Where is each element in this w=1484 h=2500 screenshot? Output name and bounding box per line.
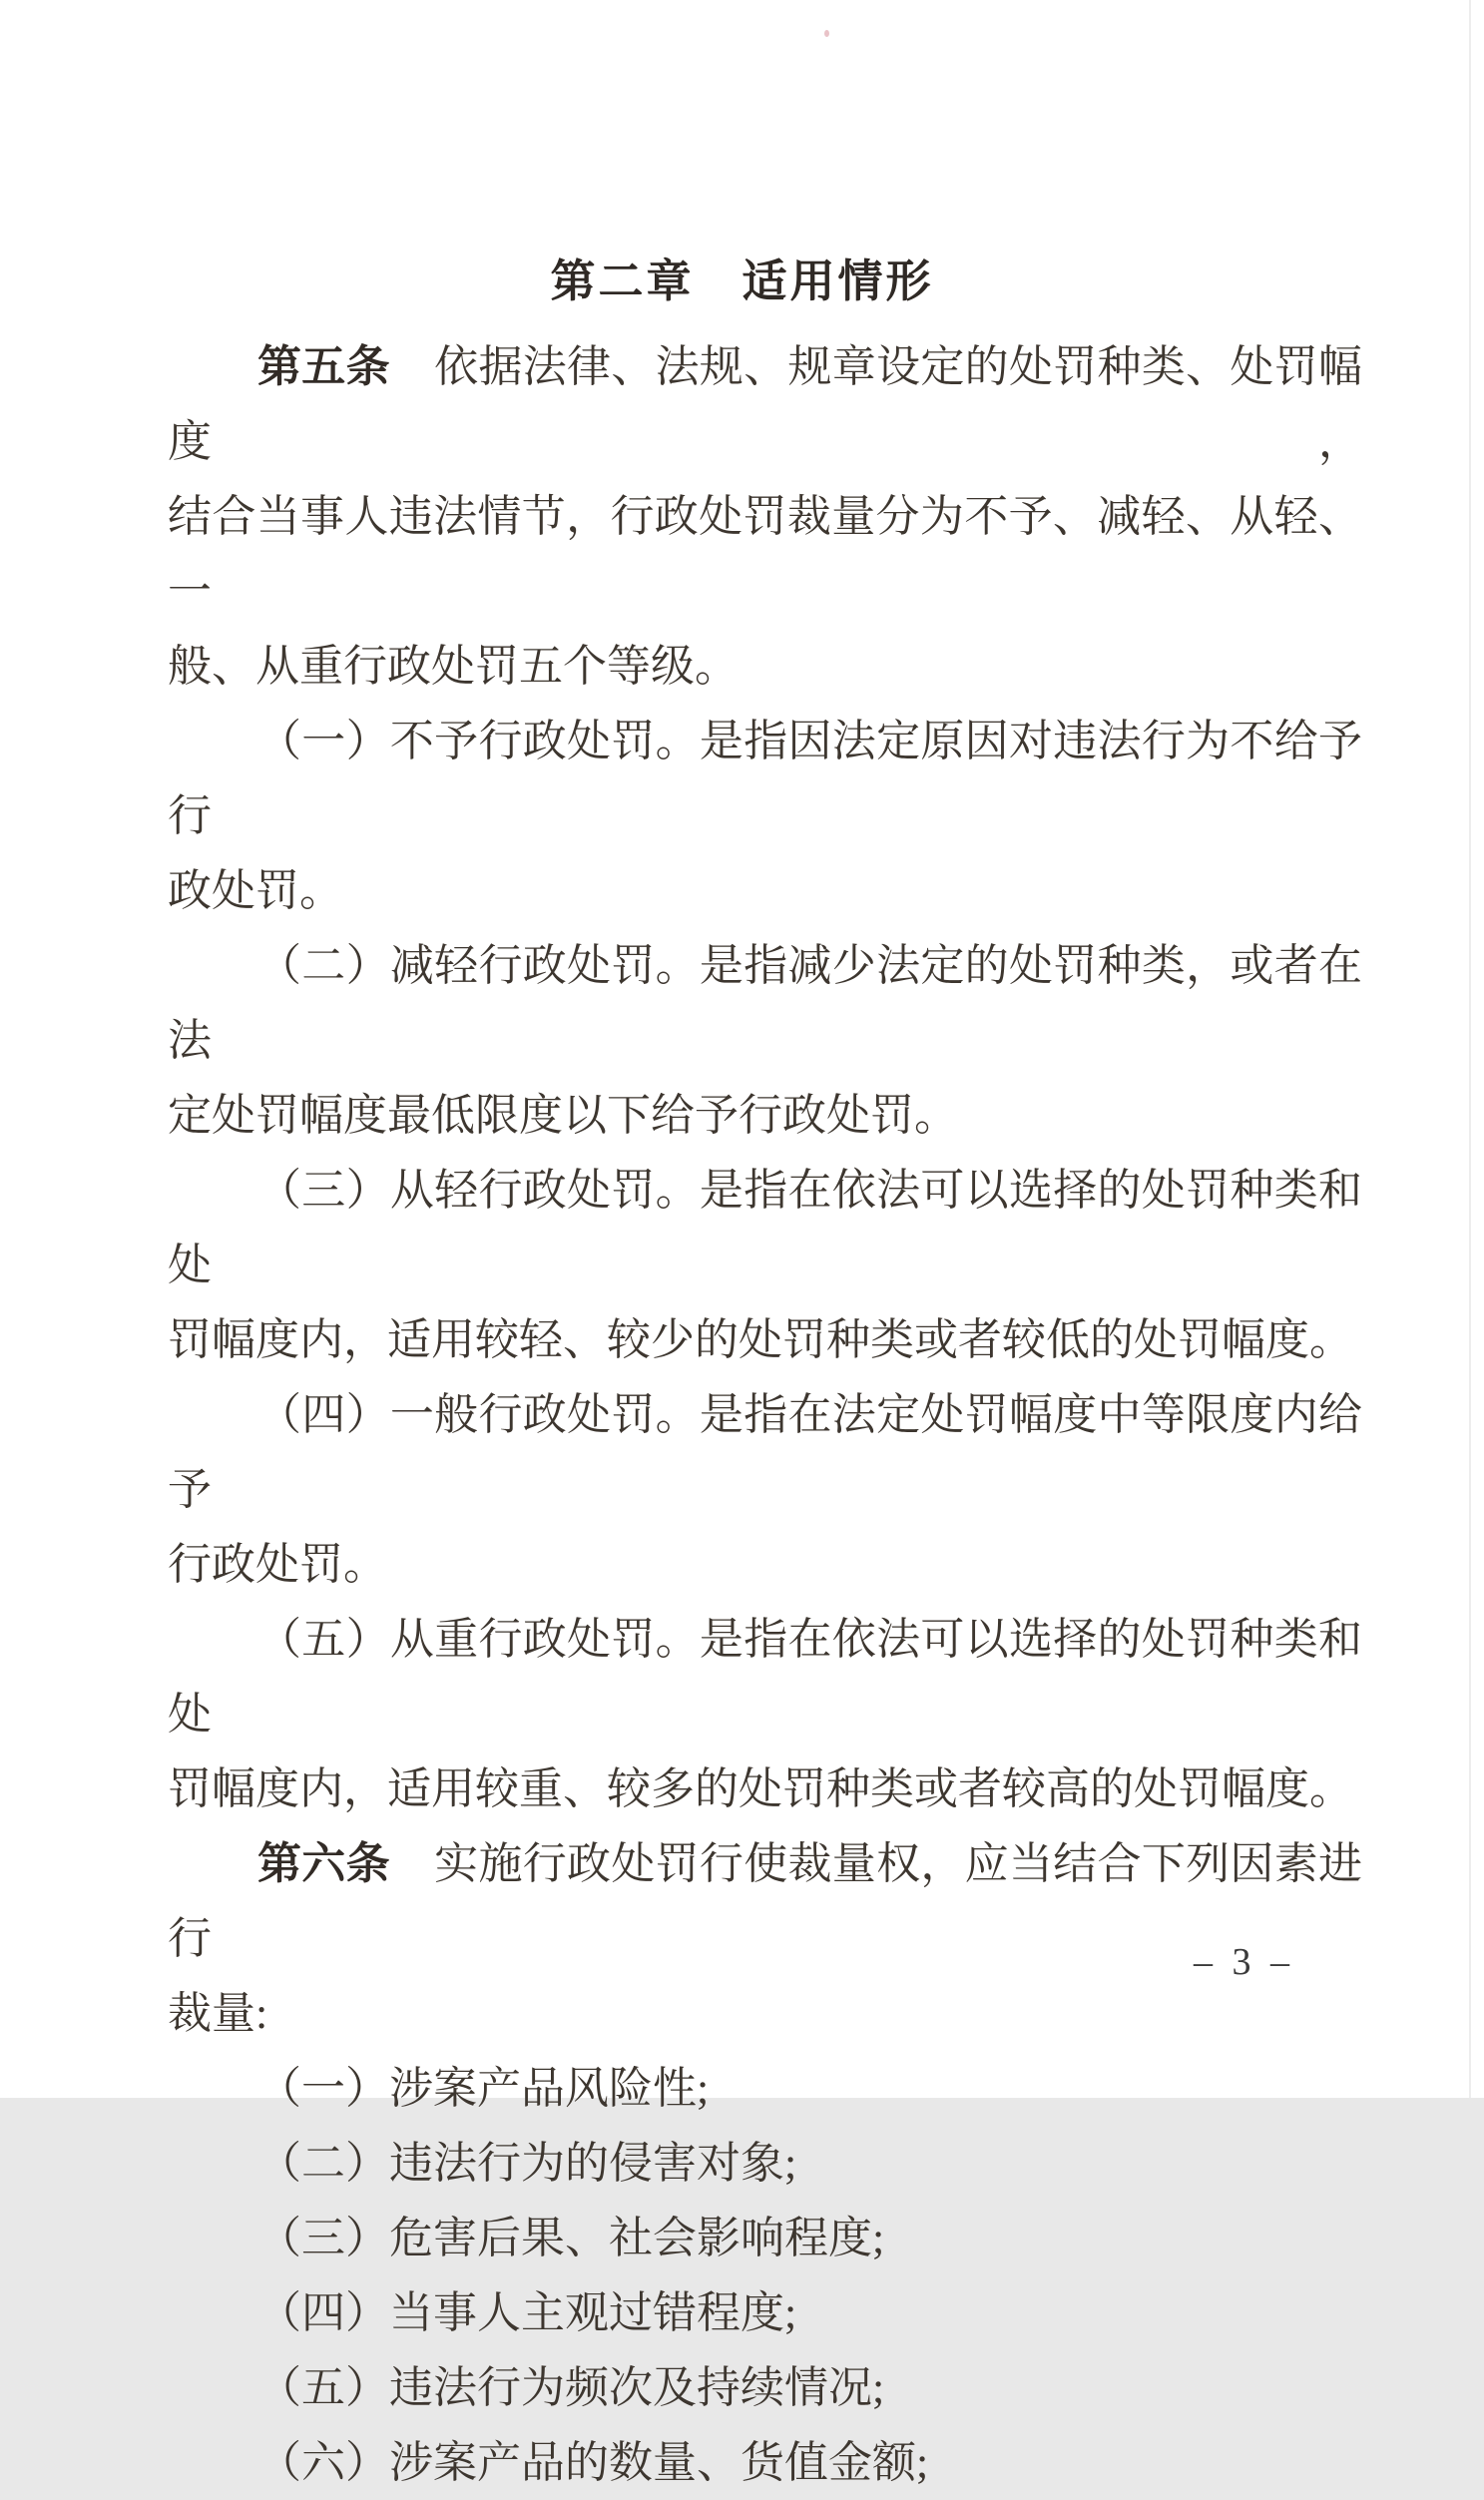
list-item: （四）当事人主观过错程度;: [257, 2288, 797, 2337]
scan-edge-shadow: [1469, 0, 1471, 2098]
article-number-label: 第六条: [257, 1839, 390, 1888]
page-number: – 3 –: [1194, 1941, 1294, 1983]
scan-artifact-dot: [824, 30, 829, 37]
text-line: 罚幅度内，适用较重、较多的处罚种类或者较高的处罚幅度。: [168, 1764, 1353, 1813]
text-line: （一）不予行政处罚。是指因法定原因对违法行为不给予行: [168, 717, 1362, 840]
list-item: （二）违法行为的侵害对象;: [257, 2139, 797, 2188]
text-line: 行政处罚。: [168, 1540, 387, 1589]
text-line: [168, 329, 1362, 479]
list-item: （五）违法行为频次及持续情况;: [257, 2363, 885, 2412]
chapter-heading: 第二章 适用情形: [550, 256, 934, 306]
text-line: （五）从重行政处罚。是指在依法可以选择的处罚种类和处: [168, 1615, 1362, 1739]
text-line: 政处罚。: [168, 866, 343, 915]
list-item: （一）涉案产品风险性;: [257, 2064, 710, 2113]
text-line: （四）一般行政处罚。是指在法定处罚幅度中等限度内给予: [168, 1390, 1362, 1514]
text-line: 定处罚幅度最低限度以下给予行政处罚。: [168, 1091, 958, 1140]
text-line: [168, 1826, 1362, 1976]
text-line: （二）减轻行政处罚。是指减少法定的处罚种类，或者在法: [168, 941, 1362, 1065]
text-line: 罚幅度内，适用较轻、较少的处罚种类或者较低的处罚幅度。: [168, 1315, 1353, 1364]
text-line: 结合当事人违法情节，行政处罚裁量分为不予、减轻、从轻、一: [168, 492, 1362, 616]
list-item: （六）涉案产品的数量、货值金额;: [257, 2438, 929, 2487]
text-line: 裁量:: [168, 1989, 268, 2038]
document-body: [168, 329, 1362, 2500]
text-line-body: 依据法律、法规、规章设定的处罚种类、处罚幅度，: [168, 342, 1362, 466]
text-line-body: 实施行政处罚行使裁量权，应当结合下列因素进行: [168, 1839, 1362, 1963]
text-line: 般、从重行政处罚五个等级。: [168, 642, 739, 691]
article-number-label: 第五条: [257, 342, 390, 391]
list-item: （三）危害后果、社会影响程度;: [257, 2214, 885, 2262]
text-line: （三）从轻行政处罚。是指在依法可以选择的处罚种类和处: [168, 1166, 1362, 1289]
